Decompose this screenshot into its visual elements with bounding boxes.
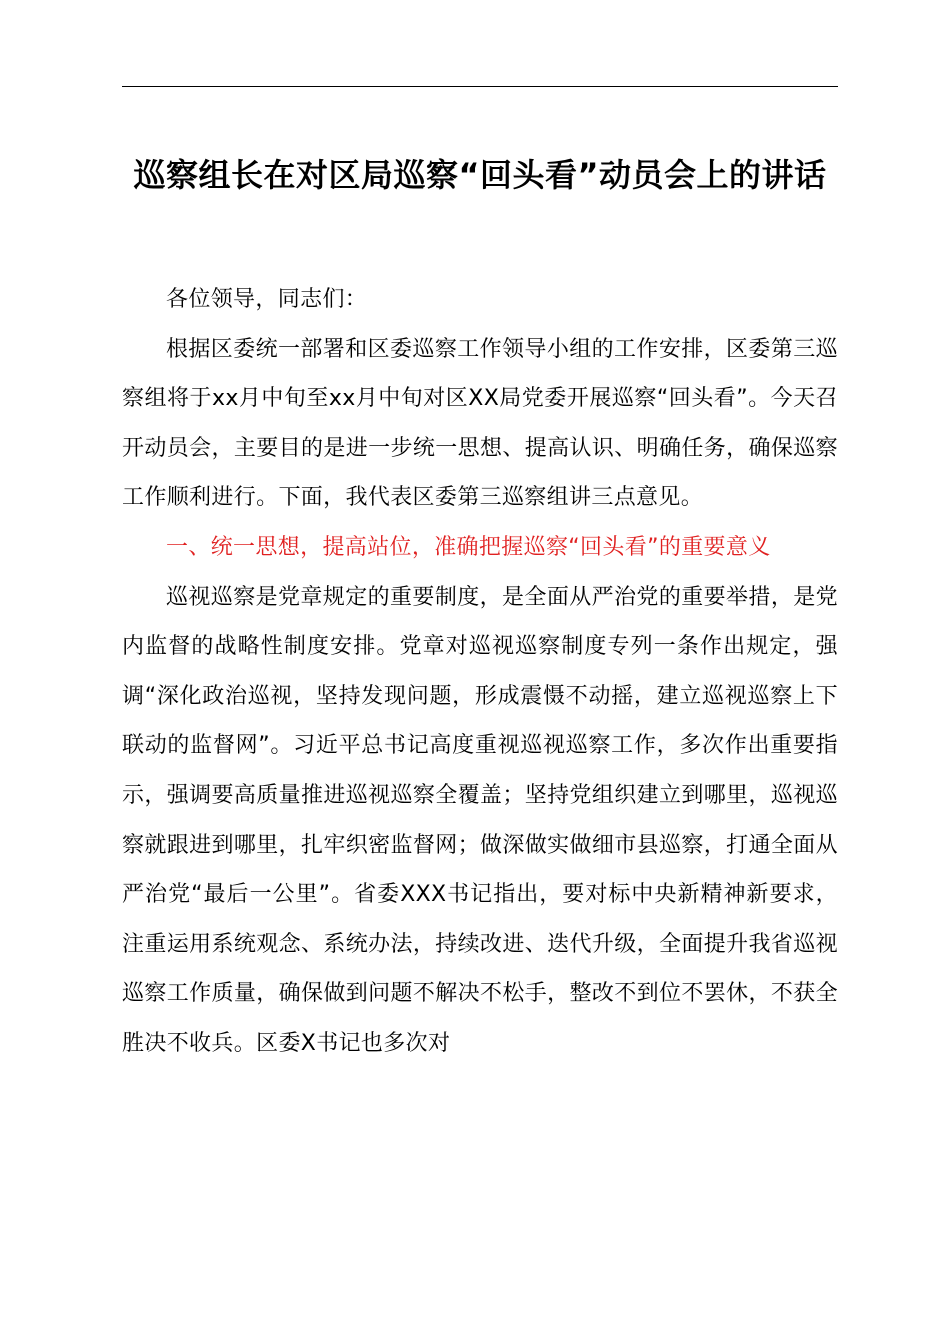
section-paragraph: 巡视巡察是党章规定的重要制度，是全面从严治党的重要举措，是党内监督的战略性制度安排。党章对巡视巡察制度专列一条作出规定，强调“深化政治巡视，坚持发现问题，形成震慑不动摇，建立巡视巡察上下联动的监督网”。习近平总书记高度重视巡视巡察工作，多次作出重要指示，强调要高质量推进巡视巡察全覆盖；坚持党组织建立到哪里，巡视巡察就跟进到哪里，扎牢织密监督网；做深做实做细市县巡察，打通全面从严治党“最后一公里”。省委XXX书记指出，要对标中央新精神新要求，注重运用系统观念、系统办法，持续改进、迭代升级，全面提升我省巡视巡察工作质量，确保做到问题不解决不松手，整改不到位不罢休，不获全胜决不收兵。区委X书记也多次对	[122, 584, 838, 1056]
header-rule	[122, 86, 838, 87]
document-title: 巡察组长在对区局巡察“回头看”动员会上的讲话	[133, 156, 827, 194]
salutation: 各位领导，同志们：	[166, 287, 368, 312]
document-body	[122, 275, 838, 1069]
section-heading: 一、统一思想，提高站位，准确把握巡察“回头看”的重要意义	[166, 534, 771, 560]
intro-paragraph: 根据区委统一部署和区委巡察工作领导小组的工作安排，区委第三巡察组将于xx月中旬至xx月中旬对区XX局党委开展巡察“回头看”。今天召开动员会，主要目的是进一步统一思想、提高认识、明确任务，确保巡察工作顺利进行。下面，我代表区委第三巡察组讲三点意见。	[122, 336, 838, 511]
